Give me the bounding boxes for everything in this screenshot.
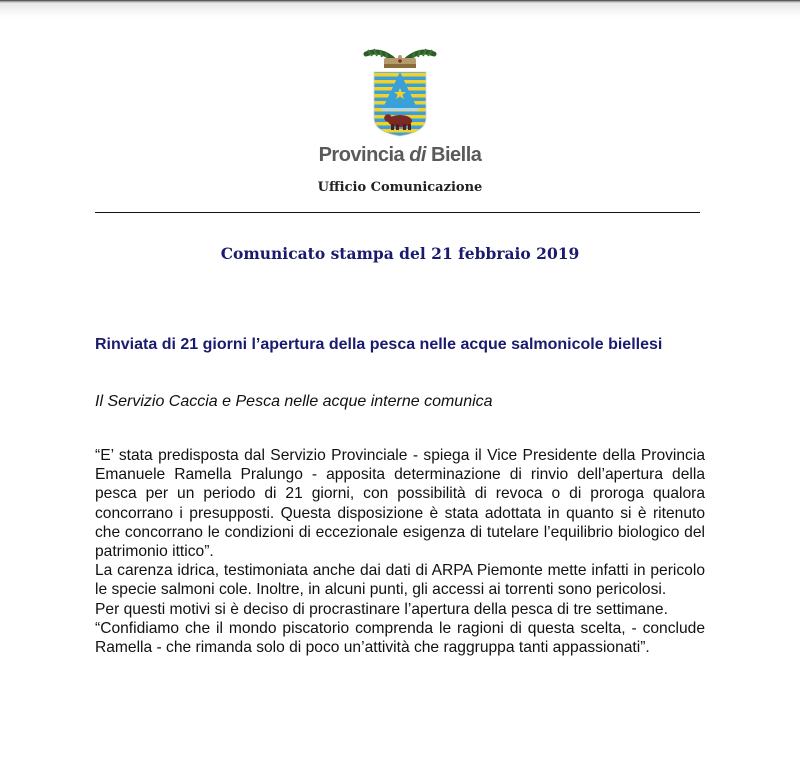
body-paragraph: Per questi motivi si è deciso di procrastinare l’apertura della pesca di tre settimane. [95,600,668,618]
body-paragraph: “Confidiamo che il mondo piscatorio comprenda le ragioni di questa scelta, - conclude Ramella - che rimanda solo di poco un’attività che raggruppa tanti appassionati”. [95,619,705,657]
org-name-provincia: Provincia [318,144,410,166]
organization-name [0,144,800,167]
provincia-crest-logo [362,46,438,138]
crest-icon [362,46,438,138]
office-name: Ufficio Comunicazione [317,180,483,195]
press-release-headline: Rinviata di 21 giorni l’apertura della pesca nelle acque salmonicole biellesi [95,336,663,353]
press-release-body [95,446,705,657]
org-name-biella: Biella [425,144,482,166]
body-paragraph: “E’ stata predisposta dal Servizio Provinciale - spiega il Vice Presidente della Provincia Emanuele Ramella Pralungo - apposita determinazione di rinvio dell’apertura della pesca per un periodo di 21 giorni, con possibilità di revoca o di proroga qualora concorrano i presupposti. Questa disposizione è stata adottata in quanto si è ritenuto che concorrano le condizioni di eccezionale esigenza di tutelare l’equilibrio biologico del patrimonio ittico”. [95,447,705,561]
body-paragraph: La carenza idrica, testimoniata anche dai dati di ARPA Piemonte mette infatti in pericolo le specie salmoni cole. Inoltre, in alcuni punti, gli accessi ai torrenti sono pericolosi. [95,562,705,599]
org-name-di: di [409,144,426,166]
header-divider [95,212,700,213]
press-release-date-title: Comunicato stampa del 21 febbraio 2019 [220,244,580,263]
press-release-subhead: Il Servizio Caccia e Pesca nelle acque interne comunica [95,393,493,410]
window-top-shadow [0,0,800,18]
